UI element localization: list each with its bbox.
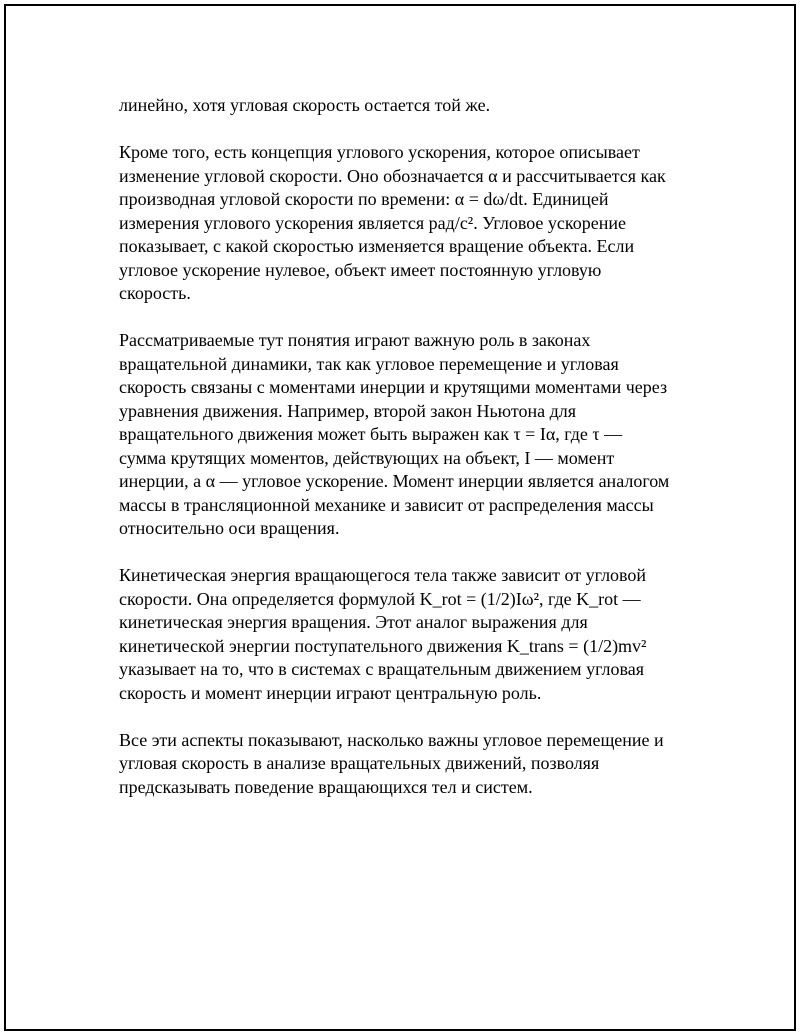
text-line: Все эти аспекты показывают, насколько важны угловое перемещение и (119, 729, 664, 750)
paragraph (119, 141, 694, 306)
text-line: инерции, а α — угловое ускорение. Момент инерции является аналогом (119, 471, 670, 491)
text-line: скорость связаны с моментами инерции и крутящими моментами через (119, 377, 668, 397)
text-line: производная угловой скорости по времени: α = dω/dt. Единицей (119, 189, 609, 209)
paragraph (119, 329, 694, 541)
text-line: скорости. Она определяется формулой K_rot = (1/2)Iω², где K_rot — (119, 588, 641, 609)
text-line: скорость. (119, 283, 191, 303)
text-line: относительно оси вращения. (119, 518, 340, 538)
document-body (119, 94, 694, 823)
text-line: измерения углового ускорения является рад/с². Угловое ускорение (119, 212, 626, 233)
text-line: линейно, хотя угловая скорость остается той же. (119, 95, 491, 115)
text-line: изменение угловой скорости. Оно обозначается α и рассчитывается как (119, 165, 666, 186)
text-line: кинетическая энергия вращения. Этот аналог выражения для (119, 612, 588, 632)
text-line: предсказывать поведение вращающихся тел и систем. (119, 776, 533, 797)
text-line: угловое ускорение нулевое, объект имеет постоянную угловую (119, 259, 602, 280)
text-line: указывает на то, что в системах с вращательным движением угловая (119, 659, 645, 679)
text-line: угловая скорость в анализе вращательных движений, позволяя (119, 753, 600, 773)
text-line: вращательного движения может быть выражен как τ = Iα, где τ — (119, 424, 623, 444)
text-line: скорость и момент инерции играют центральную роль. (119, 682, 542, 703)
paragraph (119, 564, 694, 705)
text-line: кинетической энергии поступательного движения K_trans = (1/2)mv² (119, 635, 647, 656)
text-line: Рассматриваемые тут понятия играют важную роль в законах (119, 330, 591, 350)
paragraph (119, 729, 694, 800)
text-line: вращательной динамики, так как угловое перемещение и угловая (119, 353, 619, 374)
paragraph (119, 94, 694, 118)
text-line: показывает, с какой скоростью изменяется вращение объекта. Если (119, 236, 635, 256)
text-line: Кинетическая энергия вращающегося тела также зависит от угловой (119, 565, 647, 585)
text-line: уравнения движения. Например, второй закон Ньютона для (119, 400, 577, 421)
text-line: сумма крутящих моментов, действующих на объект, I — момент (119, 447, 615, 468)
text-line: Кроме того, есть концепция углового ускорения, которое описывает (119, 142, 640, 162)
text-line: массы в трансляционной механике и зависит от распределения массы (119, 494, 654, 515)
